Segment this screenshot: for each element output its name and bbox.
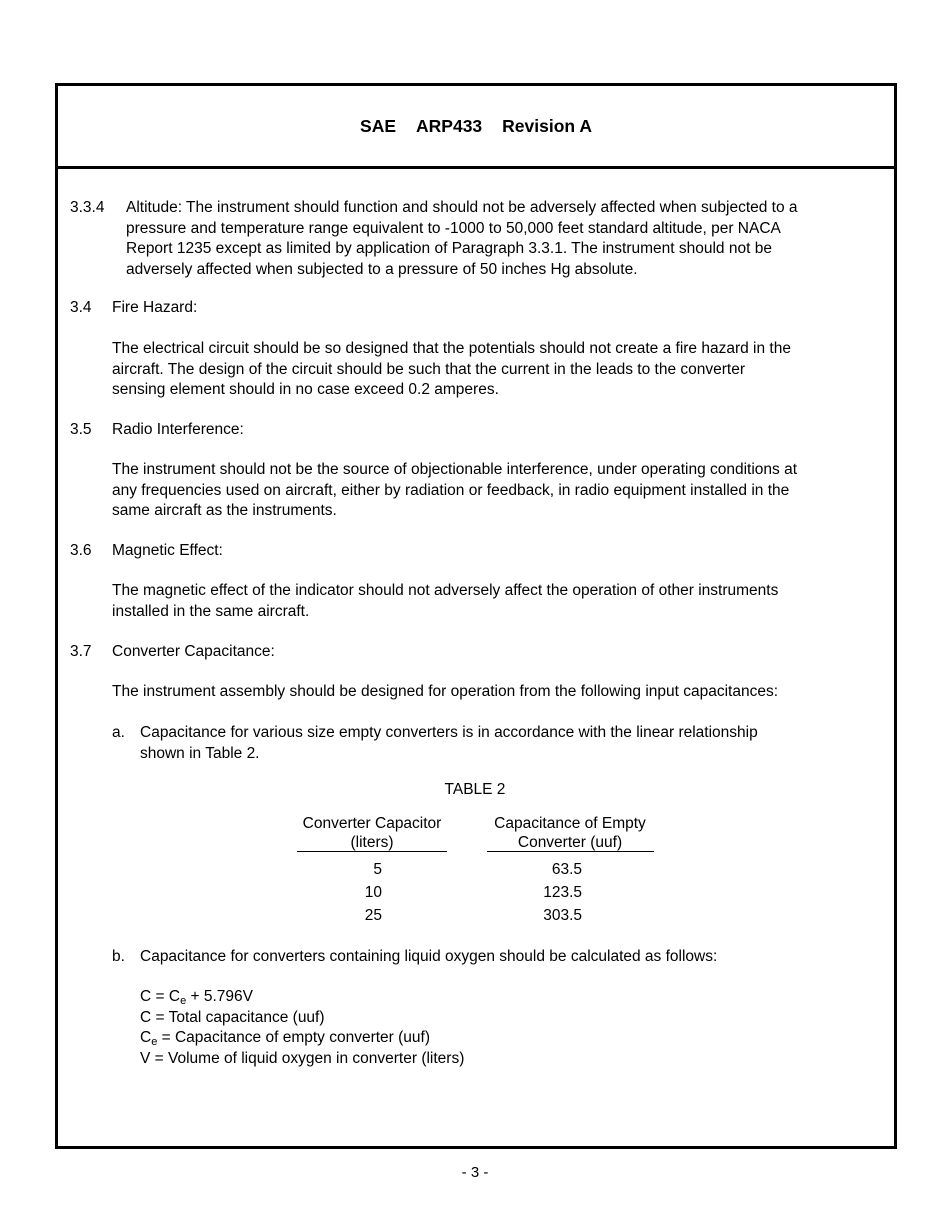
table-row: [290, 904, 656, 927]
text-line: Report 1235 except as limited by application of Paragraph 3.3.1. The instrument should not be: [126, 240, 772, 257]
section-3-7-number: 3.7: [70, 643, 92, 660]
item-a-label: a.: [112, 724, 125, 741]
formula-line: $C_e$ = Capacitance of empty converter (uuf): [140, 1029, 431, 1048]
table-row: [290, 881, 656, 904]
text-line: The electrical circuit should be so designed that the potentials should not create a fire hazard in the: [112, 340, 791, 357]
section-3-5-title: Radio Interference:: [112, 421, 244, 438]
section-3-3-4-number: 3.3.4: [70, 199, 105, 216]
text-line: adversely affected when subjected to a pressure of 50 inches Hg absolute.: [126, 260, 638, 278]
header-revision: Revision A: [502, 115, 592, 136]
formula-line: $C = C_e + 5.796V$: [140, 988, 253, 1007]
section-3-6-text: [112, 581, 778, 622]
item-b-label: b.: [112, 948, 125, 965]
formula-line: C = Total capacitance (uuf): [140, 1008, 325, 1026]
table-cell-liters: 10: [364, 884, 382, 901]
section-3-5-number: 3.5: [70, 421, 92, 438]
table-body: [290, 858, 656, 927]
text-line: Capacitance for various size empty converters is in accordance with the linear relationship: [140, 724, 758, 741]
document-header: [58, 86, 894, 169]
text-line: The instrument should not be the source of objectionable interference, under operating conditions at: [112, 461, 798, 478]
underline-rule: [487, 851, 654, 852]
table-cell-liters: 25: [364, 907, 382, 924]
item-b-text: Capacitance for converters containing liquid oxygen should be calculated as follows:: [140, 948, 718, 965]
text-line: same aircraft as the instruments.: [112, 502, 337, 519]
text-line: aircraft. The design of the circuit should be such that the current in the leads to the converter: [112, 360, 745, 378]
text-line: shown in Table 2.: [140, 744, 260, 762]
header-line: Converter Capacitor: [302, 815, 442, 832]
text-line: sensing element should in no case exceed 0.2 amperes.: [112, 381, 499, 398]
page-number: - 3 -: [461, 1164, 489, 1181]
section-3-7-intro: The instrument assembly should be designed for operation from the following input capacitances:: [112, 683, 779, 700]
underline-rule: [297, 851, 447, 852]
table-cell-capacitance: 303.5: [543, 907, 582, 924]
text-line: pressure and temperature range equivalent to -1000 to 50,000 feet standard altitude, per NACA: [126, 219, 781, 237]
item-a-text: [140, 723, 758, 764]
table-cell-capacitance: 63.5: [551, 861, 582, 878]
table-row: [290, 858, 656, 881]
table-header-col1: [290, 814, 454, 852]
formula-line: V = Volume of liquid oxygen in converter (liters): [140, 1049, 465, 1067]
text-line: installed in the same aircraft.: [112, 602, 310, 620]
table-title: TABLE 2: [444, 781, 506, 798]
table-cell-liters: 5: [373, 861, 382, 878]
section-3-4-title: Fire Hazard:: [112, 299, 198, 316]
header-doc-number: ARP433: [416, 115, 483, 136]
section-3-6-title: Magnetic Effect:: [112, 542, 223, 559]
table-header-col2: [484, 814, 656, 852]
table-cell-capacitance: 123.5: [543, 884, 582, 901]
header-line-underlined: (liters): [290, 833, 454, 852]
section-3-4-number: 3.4: [70, 299, 92, 316]
section-3-3-4-text: [126, 198, 798, 280]
formula-block: [140, 987, 464, 1069]
header-org: SAE: [360, 115, 397, 136]
header-line-underlined: Converter (uuf): [484, 833, 656, 852]
section-3-6-number: 3.6: [70, 542, 92, 559]
text-line: The magnetic effect of the indicator should not adversely affect the operation of other instruments: [112, 582, 779, 599]
section-3-7-title: Converter Capacitance:: [112, 643, 275, 660]
text-line: Altitude: The instrument should function and should not be adversely affected when subjected to a: [126, 199, 798, 216]
text-line: any frequencies used on aircraft, either by radiation or feedback, in radio equipment installed in the: [112, 481, 790, 499]
section-3-5-text: [112, 460, 797, 522]
header-line: Capacitance of Empty: [494, 815, 646, 832]
section-3-4-text: [112, 339, 791, 401]
